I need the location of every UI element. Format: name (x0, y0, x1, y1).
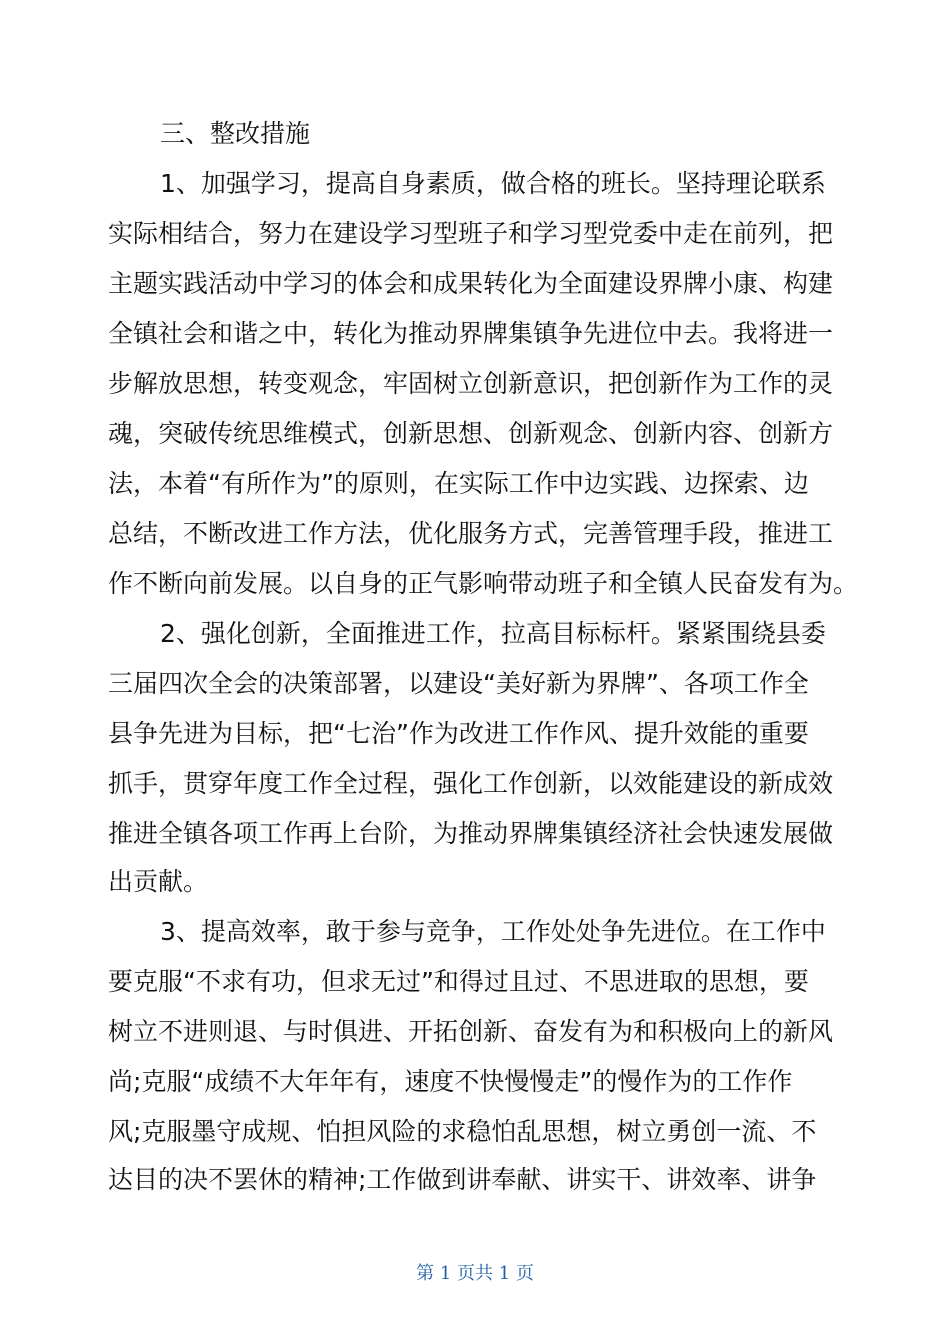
paragraph-line: 魂，突破传统思维模式，创新思想、创新观念、创新内容、创新方 (108, 419, 834, 448)
paragraph-line: 总结，不断改进工作方法，优化服务方式，完善管理手段，推进工 (108, 519, 834, 548)
paragraph-line: 达目的决不罢休的精神;工作做到讲奉献、讲实干、讲效率、讲争 (108, 1165, 817, 1194)
paragraph-line: 尚;克服“成绩不大年年有，速度不快慢慢走”的慢作为的工作作 (108, 1067, 793, 1096)
section-heading: 三、整改措施 (160, 119, 311, 148)
paragraph-line: 全镇社会和谐之中，转化为推动界牌集镇争先进位中去。我将进一 (108, 319, 834, 348)
paragraph-line: 2、强化创新，全面推进工作，拉高目标标杆。紧紧围绕县委 (160, 619, 826, 648)
paragraph-line: 3、提高效率，敢于参与竞争，工作处处争先进位。在工作中 (160, 917, 826, 946)
paragraph-line: 抓手，贯穿年度工作全过程，强化工作创新，以效能建设的新成效 (108, 769, 834, 798)
paragraph-line: 步解放思想，转变观念，牢固树立创新意识，把创新作为工作的灵 (108, 369, 834, 398)
paragraph-line: 风;克服墨守成规、怕担风险的求稳怕乱思想，树立勇创一流、不 (108, 1117, 817, 1146)
paragraph-line: 三届四次全会的决策部署，以建设“美好新为界牌”、各项工作全 (108, 669, 809, 698)
paragraph-line: 县争先进为目标，把“七治”作为改进工作作风、提升效能的重要 (108, 719, 809, 748)
paragraph-line: 法，本着“有所作为”的原则，在实际工作中边实践、边探索、边 (108, 469, 809, 498)
paragraph-line: 1、加强学习，提高自身素质，做合格的班长。坚持理论联系 (160, 169, 826, 198)
paragraph-line: 推进全镇各项工作再上台阶，为推动界牌集镇经济社会快速发展做 (108, 819, 834, 848)
page-number-footer: 第 1 页共 1 页 (416, 1263, 534, 1284)
paragraph-line: 作不断向前发展。以自身的正气影响带动班子和全镇人民奋发有为。 (108, 569, 859, 598)
paragraph-line: 实际相结合，努力在建设学习型班子和学习型党委中走在前列，把 (108, 219, 834, 248)
paragraph-line: 要克服“不求有功，但求无过”和得过且过、不思进取的思想，要 (108, 967, 809, 996)
paragraph-line: 树立不进则退、与时俱进、开拓创新、奋发有为和积极向上的新风 (108, 1017, 834, 1046)
paragraph-line: 出贡献。 (108, 867, 209, 896)
paragraph-line: 主题实践活动中学习的体会和成果转化为全面建设界牌小康、构建 (108, 269, 834, 298)
